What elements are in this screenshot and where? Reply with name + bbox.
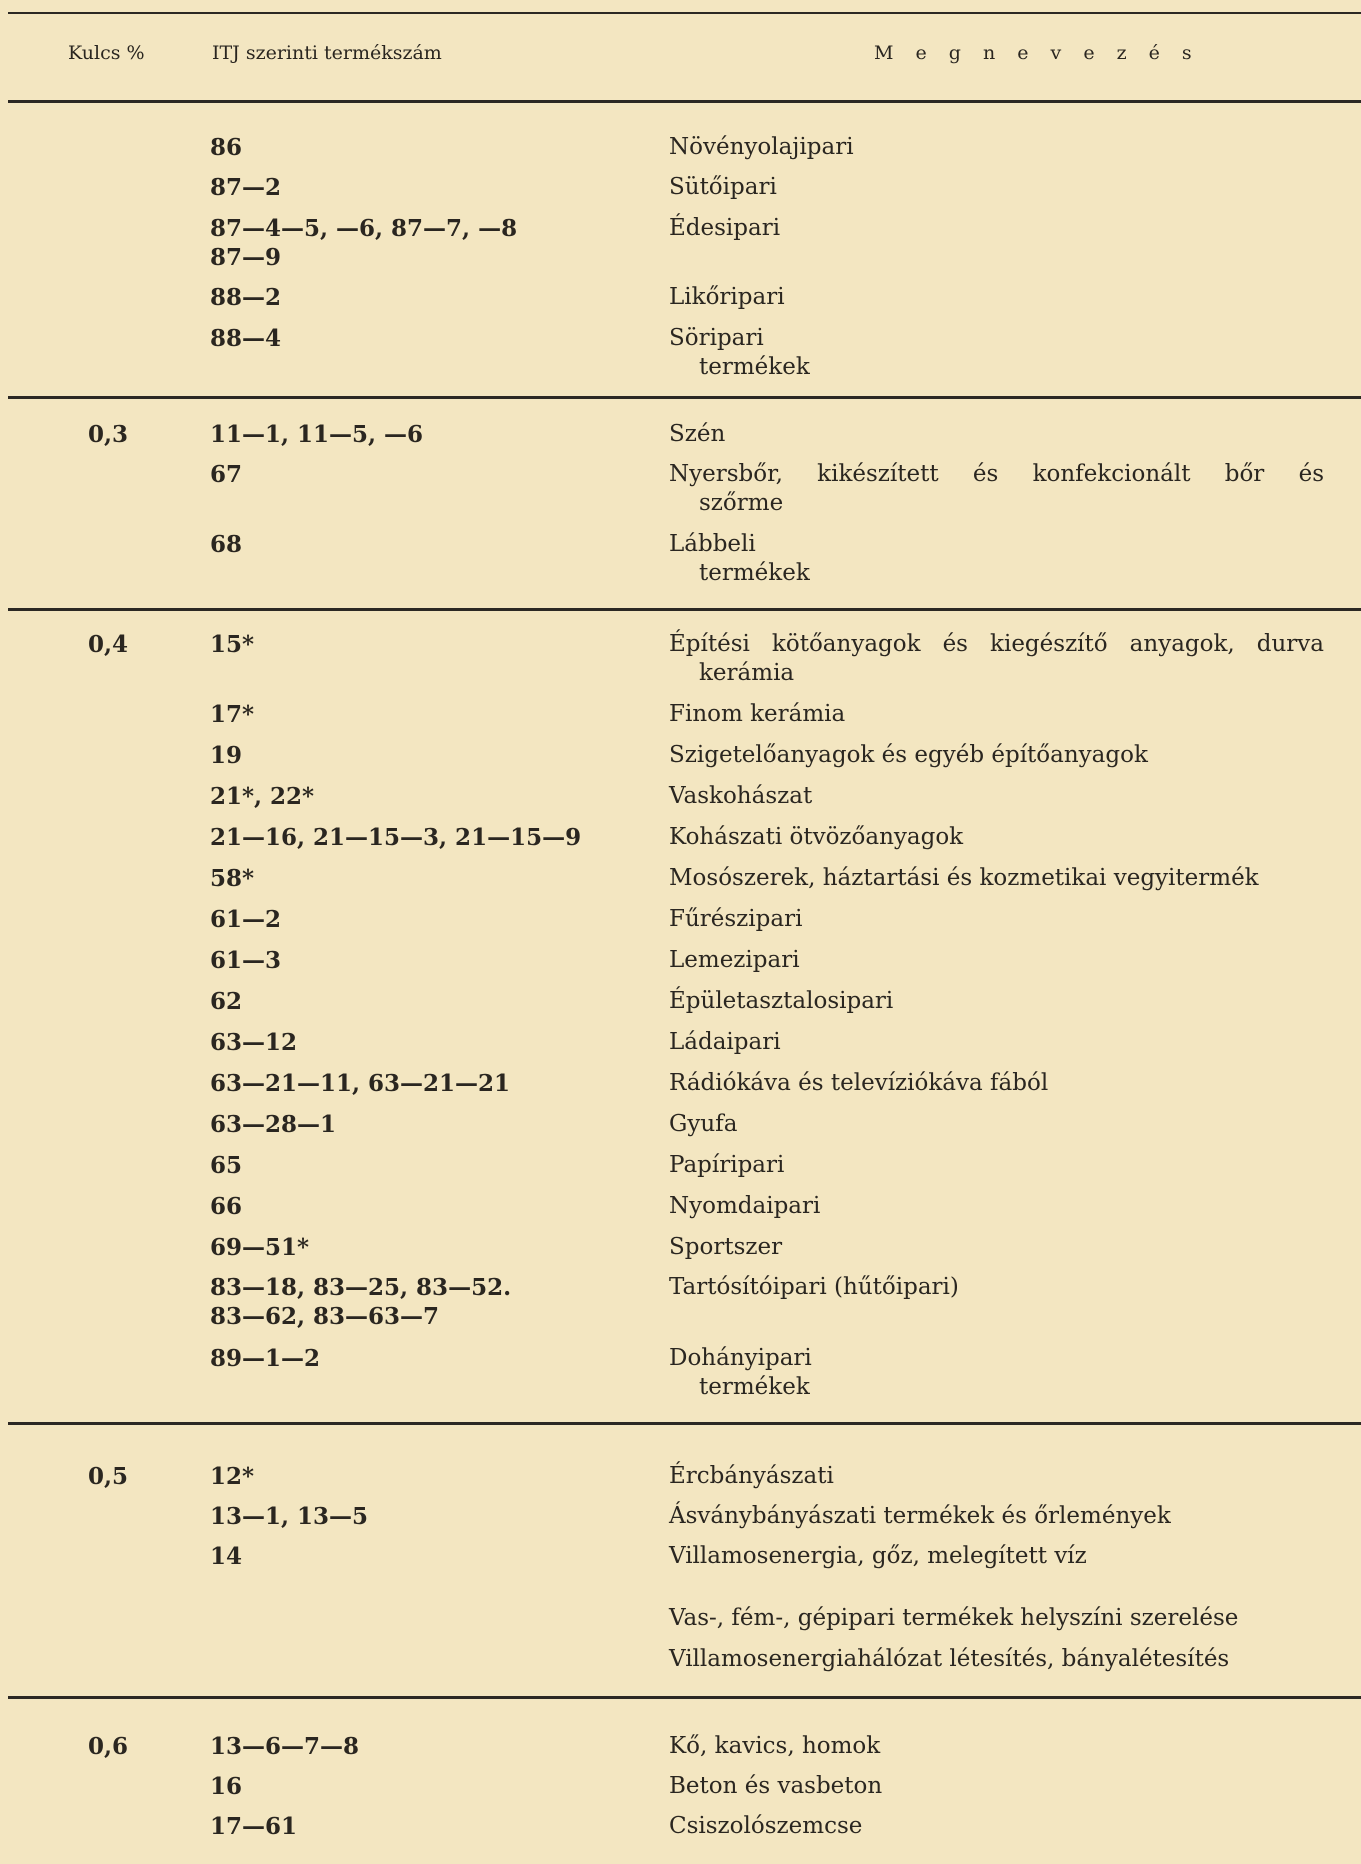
header-kulcs: Kulcs % — [68, 42, 145, 64]
section-rule — [8, 396, 1361, 399]
section-rule — [8, 608, 1361, 611]
header-rule — [8, 100, 1361, 103]
code-cell: 15* — [210, 631, 255, 658]
name-cell: Söripari termékek — [669, 325, 810, 380]
name-cell: Ládaipari — [669, 1029, 781, 1055]
code-cell: 63—21—11, 63—21—21 — [210, 1070, 511, 1097]
name-cell: Épületasztalosipari — [669, 988, 894, 1014]
top-rule — [8, 12, 1361, 14]
name-cell: Likőripari — [669, 284, 785, 310]
section-rule — [8, 1696, 1361, 1699]
key-cell: 0,4 — [88, 631, 129, 658]
name-cell: Rádiókáva és televíziókáva fából — [669, 1070, 1049, 1096]
key-cell: 0,5 — [88, 1463, 129, 1490]
name-cell: Nyersbőr, kikészített és konfekcionált bőr és szőrme — [669, 461, 1324, 516]
name-cell: Növényolajipari — [669, 134, 854, 160]
code-cell: 68 — [210, 531, 243, 558]
code-cell: 89—1—2 — [210, 1345, 321, 1372]
code-cell: 69—51* — [210, 1234, 310, 1261]
code-cell: 83—18, 83—25, 83—52. 83—62, 83—63—7 — [210, 1274, 512, 1330]
name-cell: Beton és vasbeton — [669, 1773, 883, 1799]
name-cell: Nyomdaipari — [669, 1193, 821, 1219]
name-cell: Szén — [669, 421, 726, 447]
code-cell: 61—2 — [210, 906, 282, 933]
code-cell: 61—3 — [210, 947, 282, 974]
code-cell: 58* — [210, 865, 255, 892]
name-cell: Finom kerámia — [669, 701, 846, 727]
code-cell: 66 — [210, 1193, 243, 1220]
name-cell: Tartósítóipari (hűtőipari) — [669, 1274, 959, 1300]
name-cell: Villamosenergia, gőz, melegített víz — [669, 1543, 1087, 1569]
code-cell: 63—12 — [210, 1029, 298, 1056]
code-cell: 87—4—5, —6, 87—7, —8 87—9 — [210, 215, 518, 271]
name-cell: Villamosenergiahálózat létesítés, bányalétesítés — [669, 1646, 1230, 1672]
name-cell: Fűrészipari — [669, 906, 803, 932]
code-cell: 87—2 — [210, 174, 282, 201]
name-cell: Papíripari — [669, 1152, 785, 1178]
code-cell: 17—61 — [210, 1813, 298, 1840]
name-cell: Lábbeli termékek — [669, 531, 810, 586]
header-megnevezes: M e g n e v e z é s — [874, 42, 1200, 64]
code-cell: 63—28—1 — [210, 1111, 337, 1138]
code-cell: 21*, 22* — [210, 783, 315, 810]
key-cell: 0,3 — [88, 421, 129, 448]
code-cell: 11—1, 11—5, —6 — [210, 421, 424, 448]
name-cell: Ércbányászati — [669, 1463, 834, 1489]
section-rule — [8, 1422, 1361, 1425]
name-cell: Édesipari — [669, 215, 781, 241]
code-cell: 88—4 — [210, 325, 282, 352]
name-cell: Szigetelőanyagok és egyéb építőanyagok — [669, 742, 1148, 768]
name-cell: Vaskohászat — [669, 783, 813, 809]
key-cell: 0,6 — [88, 1733, 129, 1760]
code-cell: 17* — [210, 701, 255, 728]
code-cell: 67 — [210, 461, 243, 488]
code-cell: 21—16, 21—15—3, 21—15—9 — [210, 824, 582, 851]
name-cell: Sportszer — [669, 1234, 783, 1260]
code-cell: 13—1, 13—5 — [210, 1503, 369, 1530]
name-cell: Kohászati ötvözőanyagok — [669, 824, 964, 850]
name-cell: Sütőipari — [669, 174, 777, 200]
code-cell: 86 — [210, 134, 243, 161]
code-cell: 62 — [210, 988, 243, 1015]
code-cell: 16 — [210, 1773, 243, 1800]
code-cell: 13—6—7—8 — [210, 1733, 360, 1760]
code-cell: 12* — [210, 1463, 255, 1490]
name-cell: Lemezipari — [669, 947, 800, 973]
name-cell: Gyufa — [669, 1111, 738, 1137]
name-cell: Dohányipari termékek — [669, 1345, 812, 1400]
header-itj: ITJ szerinti termékszám — [212, 42, 442, 64]
code-cell: 19 — [210, 742, 243, 769]
name-cell: Vas-, fém-, gépipari termékek helyszíni szerelése — [669, 1605, 1239, 1631]
code-cell: 65 — [210, 1152, 243, 1179]
name-cell: Ásványbányászati termékek és őrlemények — [669, 1503, 1171, 1529]
name-cell: Csiszolószemcse — [669, 1813, 863, 1839]
name-cell: Mosószerek, háztartási és kozmetikai vegyitermék — [669, 865, 1259, 891]
name-cell: Kő, kavics, homok — [669, 1733, 881, 1759]
code-cell: 88—2 — [210, 284, 282, 311]
code-cell: 14 — [210, 1543, 243, 1570]
name-cell: Építési kötőanyagok és kiegészítő anyagok, durva kerámia — [669, 631, 1324, 686]
